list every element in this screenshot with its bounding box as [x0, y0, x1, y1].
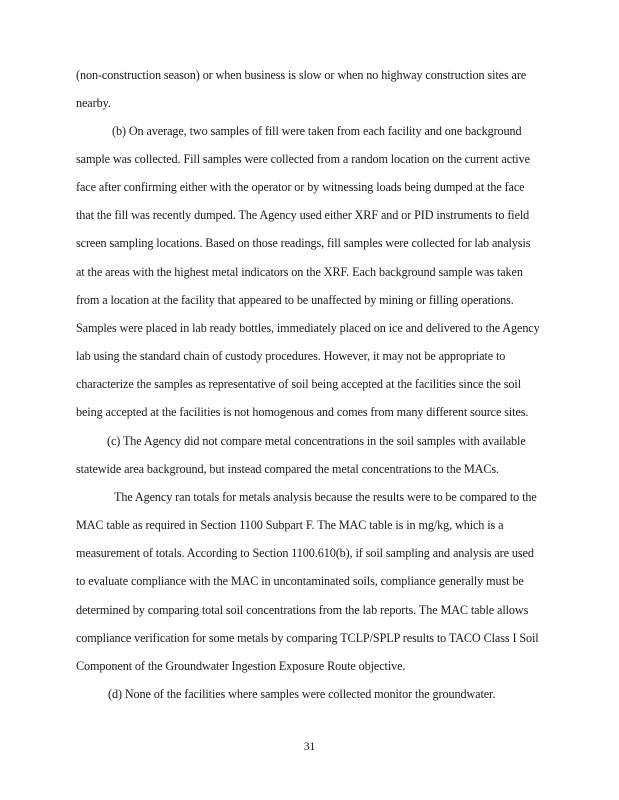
- text-line: measurement of totals. According to Section 1100.610(b), if soil sampling and analysis are used: [76, 546, 534, 560]
- text-line: at the areas with the highest metal indicators on the XRF. Each background sample was taken: [76, 265, 523, 279]
- text-line: to evaluate compliance with the MAC in uncontaminated soils, compliance generally must be: [76, 574, 524, 588]
- text-line: face after confirming either with the operator or by witnessing loads being dumped at the face: [76, 180, 525, 194]
- text-line: MAC table as required in Section 1100 Subpart F. The MAC table is in mg/kg, which is a: [76, 518, 504, 532]
- text-line: compliance verification for some metals by comparing TCLP/SPLP results to TACO Class I Soil: [76, 631, 539, 645]
- text-line: Samples were placed in lab ready bottles, immediately placed on ice and delivered to the Agency: [76, 321, 540, 335]
- text-line: sample was collected. Fill samples were collected from a random location on the current active: [76, 152, 530, 166]
- text-line: screen sampling locations. Based on those readings, fill samples were collected for lab analysis: [76, 236, 531, 250]
- text-line: statewide area background, but instead compared the metal concentrations to the MACs.: [76, 462, 500, 476]
- text-line: that the fill was recently dumped. The Agency used either XRF and or PID instruments to field: [76, 208, 530, 222]
- page-number: 31: [303, 741, 316, 753]
- text-line: characterize the samples as representative of soil being accepted at the facilities since the soil: [76, 377, 522, 391]
- paragraph-totals-start: The Agency ran totals for metals analysis because the results were to be compared to the: [114, 490, 537, 504]
- text-line: determined by comparing total soil concentrations from the lab reports. The MAC table allows: [76, 603, 529, 617]
- text-line: Component of the Groundwater Ingestion Exposure Route objective.: [76, 659, 406, 673]
- text-line: from a location at the facility that appeared to be unaffected by mining or filling operations.: [76, 293, 514, 307]
- text-line: being accepted at the facilities is not homogenous and comes from many different source sites.: [76, 405, 529, 419]
- paragraph-b-start: (b) On average, two samples of fill were taken from each facility and one background: [112, 124, 522, 138]
- text-line: (non-construction season) or when business is slow or when no highway construction sites are: [76, 68, 527, 82]
- text-line: lab using the standard chain of custody procedures. However, it may not be appropriate to: [76, 349, 506, 363]
- paragraph-d-start: (d) None of the facilities where samples were collected monitor the groundwater.: [108, 687, 496, 701]
- paragraph-c-start: (c) The Agency did not compare metal concentrations in the soil samples with available: [107, 434, 526, 448]
- text-line: nearby.: [76, 96, 111, 110]
